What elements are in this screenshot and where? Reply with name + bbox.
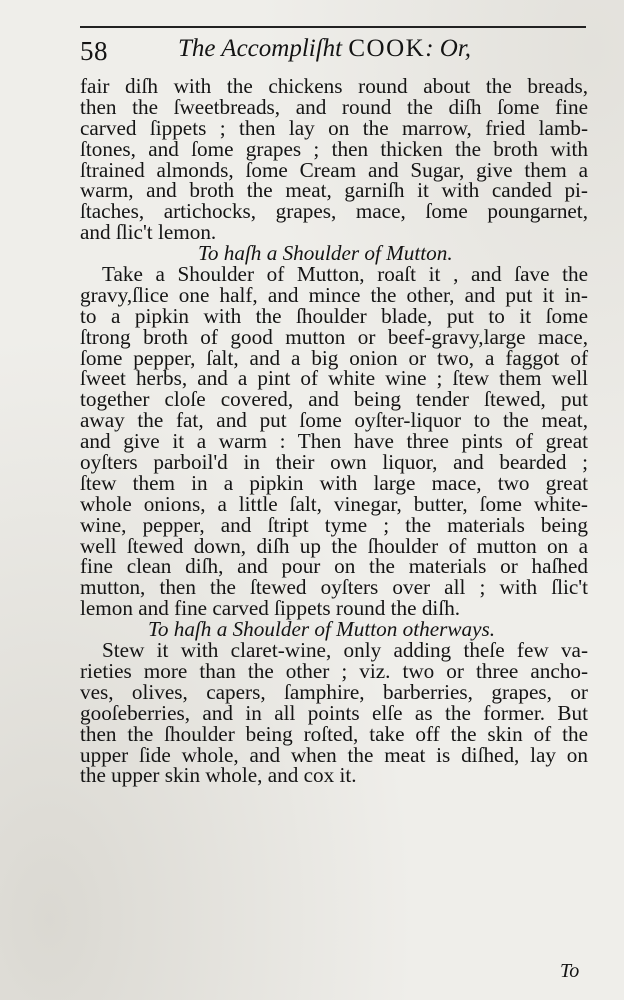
text-line: to a pipkin with the ſhoulder blade, put to it ſome	[80, 303, 588, 328]
text-line: carved ſippets ; then lay on the marrow, fried lamb-	[80, 115, 588, 140]
text-line: ſweet herbs, and a pint of white wine ; ſtew them well	[80, 366, 588, 391]
page-number: 58	[80, 36, 108, 66]
text-line: Take a Shoulder of Mutton, roaſt it , and ſave the	[102, 262, 588, 287]
text-line: whole onions, a little ſalt, vinegar, butter, ſome white-	[80, 491, 588, 516]
recipe-heading: To haſh a Shoulder of Mutton otherways.	[148, 617, 496, 642]
text-line: ſome pepper, ſalt, and a big onion or two, a faggot of	[80, 345, 588, 370]
text-line: away the fat, and put ſome oyſter-liquor to the meat,	[80, 408, 588, 433]
running-head-tail: : Or,	[425, 35, 472, 62]
text-line: then the ſweetbreads, and round the diſh ſome fine	[80, 94, 588, 119]
text-line: ſtrong broth of good mutton or beef-gravy,large mace,	[80, 324, 588, 349]
running-head-title: The Accompliſht	[178, 35, 343, 62]
text-line: oyſters parboil'd in their own liquor, and bearded ;	[80, 450, 588, 475]
text-line: rieties more than the other ; viz. two or three ancho-	[80, 658, 588, 683]
text-line: ſtew them in a pipkin with large mace, two great	[80, 470, 588, 495]
text-line: fair diſh with the chickens round about the breads,	[80, 74, 588, 98]
text-line: warm, and broth the meat, garniſh it with canded pi-	[80, 178, 588, 203]
text-line: then the ſhoulder being roſted, take off the skin of the	[80, 721, 588, 746]
recipe-heading: To haſh a Shoulder of Mutton.	[198, 241, 453, 266]
text-line: lemon and fine carved ſippets round the diſh.	[80, 596, 461, 621]
text-line: ves, olives, capers, ſamphire, barberries, grapes, or	[80, 679, 588, 704]
text-line: ſtones, and ſome grapes ; then thicken the broth with	[80, 136, 588, 161]
header-rule	[80, 26, 586, 28]
text-line: well ſtewed down, diſh up the ſhoulder of mutton on a	[80, 533, 588, 558]
catchword: To	[560, 960, 580, 982]
text-line: fine clean diſh, and pour on the materials or haſhed	[80, 554, 588, 579]
body-text	[80, 76, 588, 786]
text-line: upper ſide whole, and when the meat is diſhed, lay on	[80, 742, 588, 767]
text-line: and give it a warm : Then have three pints of great	[80, 429, 588, 454]
text-line: ſtrained almonds, ſome Cream and Sugar, give them a	[80, 157, 588, 182]
text-line: mutton, then the ſtewed oyſters over all ; with ſlic't	[80, 575, 588, 600]
text-line: ſtaches, artichocks, grapes, mace, ſome poungarnet,	[80, 199, 588, 224]
text-line: Stew it with claret-wine, only adding theſe few va-	[102, 638, 588, 663]
text-line: wine, pepper, and ſtript tyme ; the materials being	[80, 512, 588, 537]
text-line: together cloſe covered, and being tender ſtewed, put	[80, 387, 588, 412]
running-head	[178, 35, 471, 63]
running-head-cook: COOK	[348, 35, 426, 62]
text-line: gooſeberries, and in all points elſe as the former. But	[80, 700, 588, 725]
text-line: the upper skin whole, and cox it.	[80, 763, 357, 788]
text-line: and ſlic't lemon.	[80, 220, 217, 245]
text-line: gravy,ſlice one half, and mince the other, and put it in-	[80, 282, 588, 307]
